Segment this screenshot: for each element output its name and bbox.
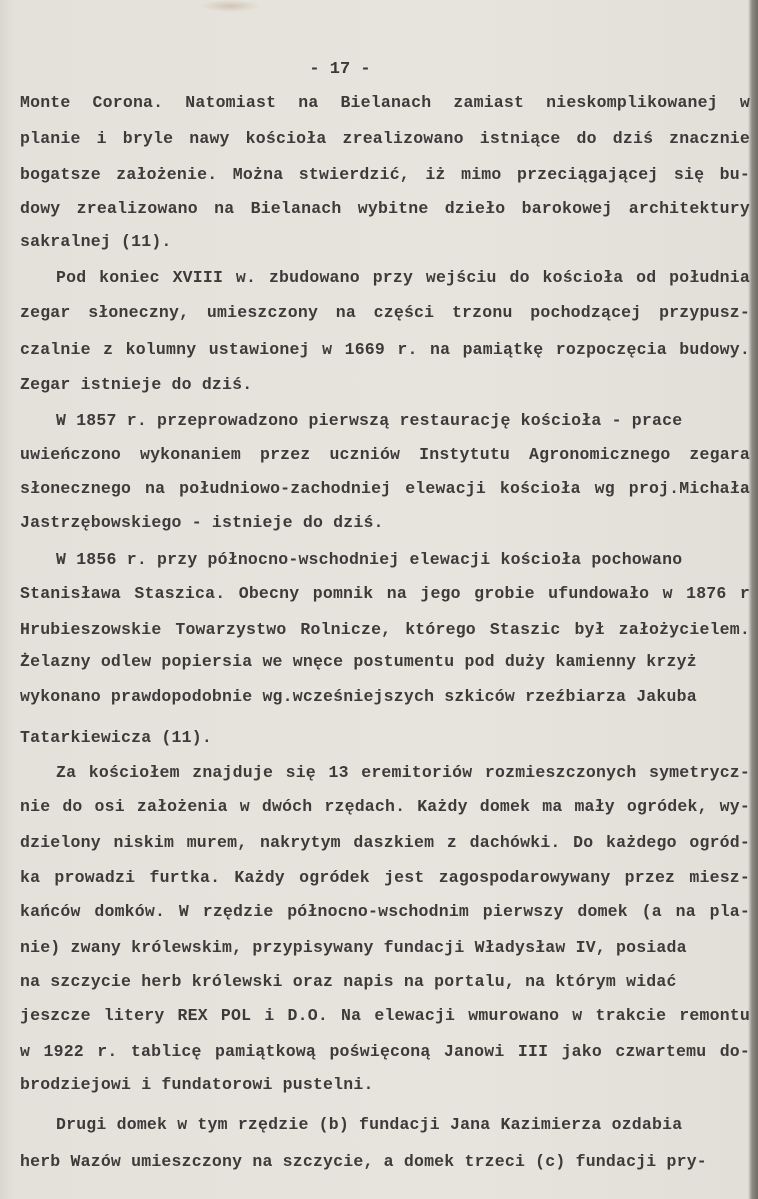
page-number: - 17 - [309, 60, 371, 79]
text-line: brodziejowi i fundatorowi pustelni. [20, 1075, 374, 1094]
text-line: dzielony niskim murem, nakrytym daszkiem z dachówki. Do każdego ogród- [20, 833, 750, 852]
text-line: czalnie z kolumny ustawionej w 1669 r. na pamiątkę rozpoczęcia budowy. [20, 340, 750, 359]
text-line: Pod koniec XVIII w. zbudowano przy wejściu do kościoła od południa [56, 268, 750, 287]
text-line: ka prowadzi furtka. Każdy ogródek jest zagospodarowywany przez miesz- [20, 868, 750, 887]
text-line: W 1856 r. przy północno-wschodniej elewacji kościoła pochowano [56, 550, 683, 569]
text-line: nie) zwany królewskim, przypisywany fundacji Władysław IV, posiada [20, 938, 687, 957]
text-line: w 1922 r. tablicę pamiątkową poświęconą Janowi III jako czwartemu do- [20, 1042, 750, 1061]
text-line: Drugi domek w tym rzędzie (b) fundacji Jana Kazimierza ozdabia [56, 1115, 683, 1134]
text-line: planie i bryle nawy kościoła zrealizowano istniące do dziś znacznie [20, 129, 750, 148]
text-line: dowy zrealizowano na Bielanach wybitne dzieło barokowej architektury [20, 199, 750, 218]
text-line: na szczycie herb królewski oraz napis na portalu, na którym widać [20, 972, 677, 991]
text-line: wykonano prawdopodobnie wg.wcześniejszych szkiców rzeźbiarza Jakuba [20, 687, 697, 706]
text-line: W 1857 r. przeprowadzono pierwszą restaurację kościoła - prace [56, 411, 683, 430]
text-line: Stanisława Staszica. Obecny pomnik na jego grobie ufundowało w 1876 r [20, 584, 750, 603]
text-line: sakralnej (11). [20, 232, 172, 251]
text-line: herb Wazów umieszczony na szczycie, a domek trzeci (c) fundacji pry- [20, 1152, 707, 1171]
paper-stain [200, 0, 260, 12]
text-line: kańców domków. W rzędzie północno-wschodnim pierwszy domek (a na pla- [20, 902, 750, 921]
text-line: zegar słoneczny, umieszczony na części trzonu pochodzącej przypusz- [20, 303, 750, 322]
text-line: Zegar istnieje do dziś. [20, 375, 253, 394]
text-line: Hrubieszowskie Towarzystwo Rolnicze, którego Staszic był założycielem. [20, 620, 750, 639]
text-line: słonecznego na południowo-zachodniej elewacji kościoła wg proj.Michała [20, 479, 750, 498]
text-line: Tatarkiewicza (11). [20, 728, 212, 747]
text-line: nie do osi założenia w dwóch rzędach. Każdy domek ma mały ogródek, wy- [20, 797, 750, 816]
text-line: Jastrzębowskiego - istnieje do dziś. [20, 513, 384, 532]
text-line: Monte Corona. Natomiast na Bielanach zamiast nieskomplikowanej w [20, 93, 750, 112]
text-line: bogatsze założenie. Można stwierdzić, iż mimo przeciągającej się bu- [20, 165, 750, 184]
text-line: Żelazny odlew popiersia we wnęce postumentu pod duży kamienny krzyż [20, 652, 697, 671]
text-line: Za kościołem znajduje się 13 eremitoriów rozmieszczonych symetrycz- [56, 763, 750, 782]
text-line: jeszcze litery REX POL i D.O. Na elewacji wmurowano w trakcie remontu [20, 1006, 750, 1025]
text-line: uwieńczono wykonaniem przez uczniów Instytutu Agronomicznego zegara [20, 445, 750, 464]
